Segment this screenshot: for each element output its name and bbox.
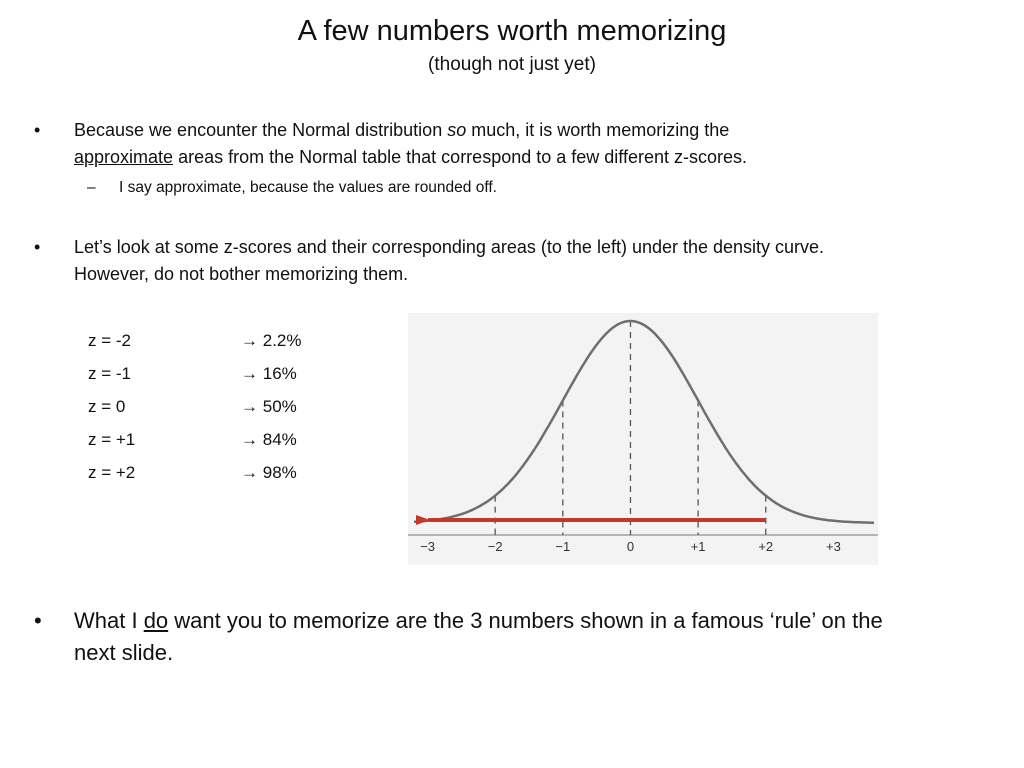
bullet-1 bbox=[34, 117, 974, 171]
sub-bullet-text: I say approximate, because the values are rounded off. bbox=[119, 179, 497, 196]
zscore-area: → 84% bbox=[241, 430, 297, 449]
tick-label: +1 bbox=[690, 539, 706, 554]
bullet-2 bbox=[34, 234, 974, 288]
bullet-3-line-2: next slide. bbox=[74, 640, 174, 665]
slide-title: A few numbers worth memorizing bbox=[297, 15, 727, 47]
bullet-dot: • bbox=[34, 608, 42, 633]
tick-label: +2 bbox=[758, 539, 774, 554]
slide-subtitle: (though not just yet) bbox=[428, 54, 596, 75]
bullet-1-line-2: approximate areas from the Normal table that correspond to a few different z-scores. bbox=[74, 147, 747, 167]
zscore-label: z = -1 bbox=[88, 364, 131, 383]
zscore-area: → 16% bbox=[241, 364, 297, 383]
tick-label: −1 bbox=[555, 539, 571, 554]
underlined-do: do bbox=[143, 608, 169, 633]
bullet-1-line-1: Because we encounter the Normal distribution so much, it is worth memorizing the bbox=[74, 120, 730, 140]
arrow-icon: → bbox=[241, 430, 258, 449]
density-curve bbox=[414, 321, 874, 523]
bullet-2-line-1: Let’s look at some z-scores and their corresponding areas (to the left) under the density curve. bbox=[74, 237, 825, 257]
bullet-2-line-2: However, do not bother memorizing them. bbox=[74, 264, 409, 284]
emphasis-so: so bbox=[447, 120, 467, 140]
tick-label: −2 bbox=[487, 539, 503, 554]
tick-label: −3 bbox=[420, 539, 435, 554]
zscore-label: z = 0 bbox=[88, 397, 126, 416]
normal-curve-figure bbox=[408, 313, 878, 565]
zscore-label: z = -2 bbox=[88, 331, 131, 350]
tick-label: +3 bbox=[825, 539, 841, 554]
bullet-dot: • bbox=[34, 120, 41, 140]
arrow-icon: → bbox=[241, 364, 258, 383]
arrow-icon: → bbox=[241, 463, 258, 482]
sub-bullet-dash: – bbox=[87, 179, 96, 196]
bullet-dot: • bbox=[34, 237, 41, 257]
zscore-label: z = +1 bbox=[88, 430, 136, 449]
zscore-area: → 2.2% bbox=[241, 331, 302, 350]
zscore-area: → 50% bbox=[241, 397, 297, 416]
underlined-approximate: approximate bbox=[74, 147, 174, 167]
bullet-3 bbox=[34, 605, 974, 669]
bullet-3-line-1: What I do want you to memorize are the 3 numbers shown in a famous ‘rule’ on the bbox=[74, 608, 883, 633]
tick-label: 0 bbox=[626, 539, 635, 554]
zscore-label: z = +2 bbox=[88, 463, 136, 482]
arrow-icon: → bbox=[241, 397, 258, 416]
sub-bullet-1 bbox=[87, 177, 497, 199]
zscore-area: → 98% bbox=[241, 463, 297, 482]
normal-curve-chart bbox=[408, 313, 878, 565]
arrow-icon: → bbox=[241, 331, 258, 350]
